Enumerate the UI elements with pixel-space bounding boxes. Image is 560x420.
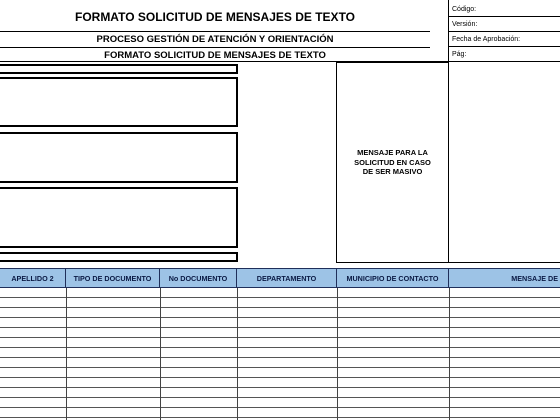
column-divider (449, 288, 450, 420)
header-band (0, 0, 560, 62)
field-box-5[interactable] (0, 252, 238, 262)
column-header-mensaje: MENSAJE DE (511, 273, 558, 283)
table-row[interactable] (0, 338, 560, 348)
table-body (0, 288, 560, 420)
column-header-no-documento: No DOCUMENTO (160, 269, 237, 287)
meta-pag: Pág: (452, 51, 467, 58)
document-title: FORMATO SOLICITUD DE MENSAJES DE TEXTO (0, 2, 430, 32)
table-row[interactable] (0, 408, 560, 418)
mass-message-label: MENSAJE PARA LA SOLICITUD EN CASO DE SER MASIVO (354, 148, 431, 177)
column-divider (237, 288, 238, 420)
table-row[interactable] (0, 328, 560, 338)
meta-version: Versión: (449, 17, 560, 32)
column-divider (337, 288, 338, 420)
column-divider (66, 288, 67, 420)
table-row[interactable] (0, 378, 560, 388)
column-header-tipo-documento: TIPO DE DOCUMENTO (66, 269, 160, 287)
table-row[interactable] (0, 288, 560, 298)
mass-message-input[interactable] (449, 62, 560, 263)
field-box-1[interactable] (0, 64, 238, 74)
table-header (0, 268, 560, 288)
table-row[interactable] (0, 358, 560, 368)
field-box-2[interactable] (0, 77, 238, 127)
column-header-departamento: DEPARTAMENTO (237, 269, 337, 287)
field-box-3[interactable] (0, 132, 238, 183)
table-row[interactable] (0, 398, 560, 408)
field-box-4[interactable] (0, 187, 238, 248)
table-row[interactable] (0, 298, 560, 308)
meta-codigo: Código: (449, 2, 560, 17)
column-divider (160, 288, 161, 420)
column-header-municipio-contacto: MUNICIPIO DE CONTACTO (337, 269, 449, 287)
table-row[interactable] (0, 368, 560, 378)
sub-title: FORMATO SOLICITUD DE MENSAJES DE TEXTO (104, 49, 326, 61)
table-row[interactable] (0, 348, 560, 358)
table-row[interactable] (0, 388, 560, 398)
column-header-apellido-2: APELLIDO 2 (0, 269, 66, 287)
table-row[interactable] (0, 318, 560, 328)
process-title: PROCESO GESTIÓN DE ATENCIÓN Y ORIENTACIÓN (0, 32, 430, 48)
meta-fecha-aprobacion: Fecha de Aprobación: (449, 32, 560, 47)
mass-message-label-box (336, 62, 449, 263)
table-row[interactable] (0, 308, 560, 318)
